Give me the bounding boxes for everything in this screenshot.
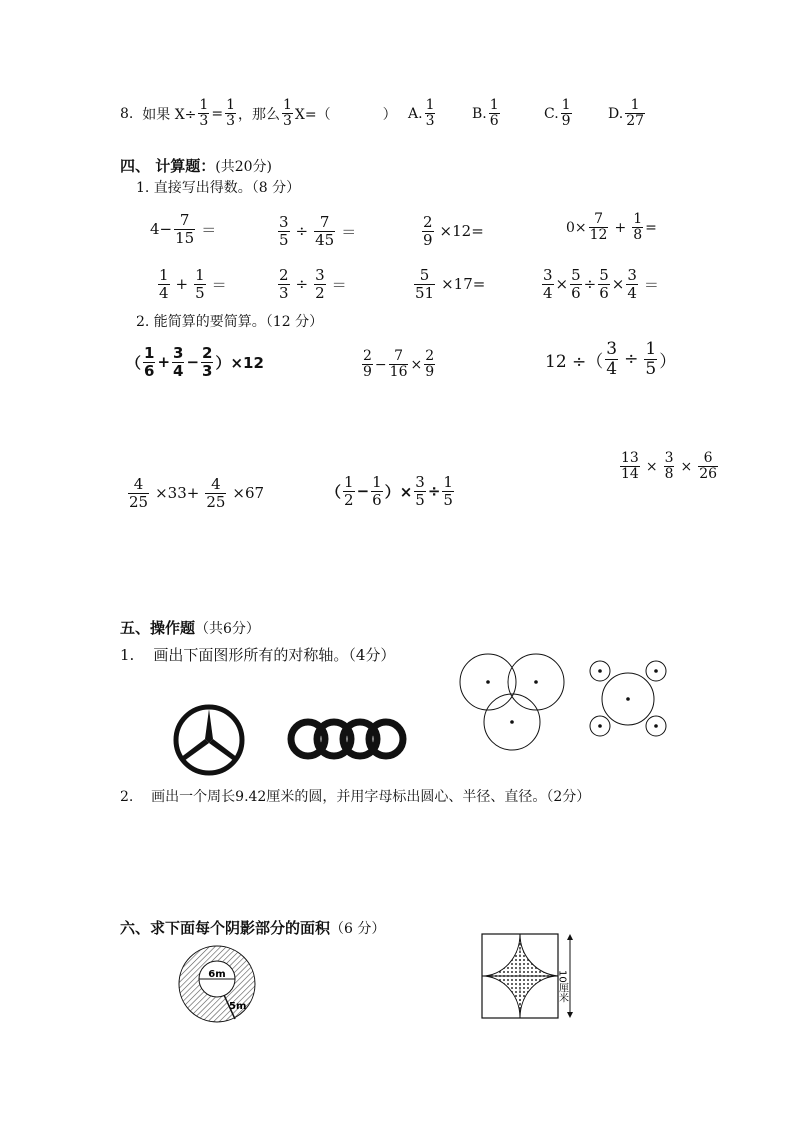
section-6-heading: 六、求下面每个阴影部分的面积（6 分） <box>120 919 386 937</box>
simplify-item: $\frac{4}{25}$ ×33+ $\frac{4}{25}$ ×67 <box>129 475 265 511</box>
fraction: $\frac{1}{3}$ <box>283 97 292 130</box>
simplify-item: $\frac{2}{9}$ − $\frac{7}{16}$ × $\frac{2}{9}$ <box>363 348 435 381</box>
section-4-part1-instruction: 1. 直接写出得数。（8 分） <box>136 180 301 196</box>
question-8 <box>120 98 397 130</box>
circle-with-four-small-circles-figure <box>586 658 670 740</box>
q8-then-text: ，那么 <box>238 106 280 123</box>
calc-item: $\frac{5}{51}$ ×17= <box>415 266 486 302</box>
q8-x-equals: X=（ <box>294 106 331 123</box>
calc-item: 4− $\frac{7}{15}$ ＝ <box>150 211 217 247</box>
ring-width-label: 5m <box>229 1001 247 1012</box>
q8-option-d[interactable]: D. $\frac{1}{27}$ <box>608 97 645 130</box>
calc-item: $\frac{1}{4}$ + $\frac{1}{5}$ ＝ <box>159 266 227 302</box>
simplify-item: （ $\frac{1}{6}$ + $\frac{3}{4}$ − $\frac{2}{3}$ ）×12 <box>126 344 264 380</box>
star-circle-logo-figure <box>172 703 246 777</box>
three-circles-figure <box>458 650 570 754</box>
four-rings-logo-figure <box>286 716 408 762</box>
q8-option-b[interactable]: B. $\frac{1}{6}$ <box>472 97 499 130</box>
section-5-part1-instruction: 1. 画出下面图形所有的对称轴。（4分） <box>120 646 396 664</box>
calc-item: 0× $\frac{7}{12}$ + $\frac{1}{8}$ = <box>566 211 657 244</box>
q8-number: 8. <box>120 105 134 122</box>
paren-close: ） <box>382 106 397 123</box>
q8-option-c[interactable]: C. $\frac{1}{9}$ <box>544 97 571 130</box>
equals: = <box>211 105 224 122</box>
section-4-part2-instruction: 2. 能简算的要简算。（12 分） <box>136 314 324 330</box>
calc-item: $\frac{2}{3}$ ÷ $\frac{3}{2}$ ＝ <box>279 266 347 302</box>
calc-item: $\frac{3}{4}$ × $\frac{5}{6}$ ÷ $\frac{5}{6}$ × $\frac{3}{4}$ ＝ <box>543 266 659 302</box>
calc-item: $\frac{3}{5}$ ÷ $\frac{7}{45}$ ＝ <box>279 213 357 249</box>
simplify-item: （ $\frac{1}{2}$ − $\frac{1}{6}$ ）× $\frac{3}{5}$ ÷ $\frac{1}{5}$ <box>326 473 453 509</box>
square-with-shaded-star-figure <box>478 930 582 1022</box>
fraction: $\frac{1}{3}$ <box>199 97 209 130</box>
q8-option-a[interactable]: A. $\frac{1}{3}$ <box>408 97 435 130</box>
inner-diameter-label: 6m <box>208 969 226 980</box>
q8-if-text: 如果 X÷ <box>142 106 197 123</box>
simplify-item: 12 ÷（ $\frac{3}{4}$ ÷ $\frac{1}{5}$ ） <box>545 339 677 379</box>
shaded-ring-figure <box>172 944 262 1028</box>
section-5-part2-instruction: 2. 画出一个周长9.42厘米的圆，并用字母标出圆心、半径、直径。（2分） <box>120 789 591 805</box>
section-4-heading: 四、 计算题：(共20分) <box>120 157 272 175</box>
side-length-label: 10厘米 <box>556 970 568 1003</box>
simplify-item: $\frac{13}{14}$ × $\frac{3}{8}$ × $\frac{6}{26}$ <box>621 450 718 483</box>
calc-item: $\frac{2}{9}$ ×12= <box>423 213 484 249</box>
fraction: $\frac{1}{3}$ <box>226 97 235 130</box>
section-5-heading: 五、操作题（共6分） <box>120 619 260 637</box>
